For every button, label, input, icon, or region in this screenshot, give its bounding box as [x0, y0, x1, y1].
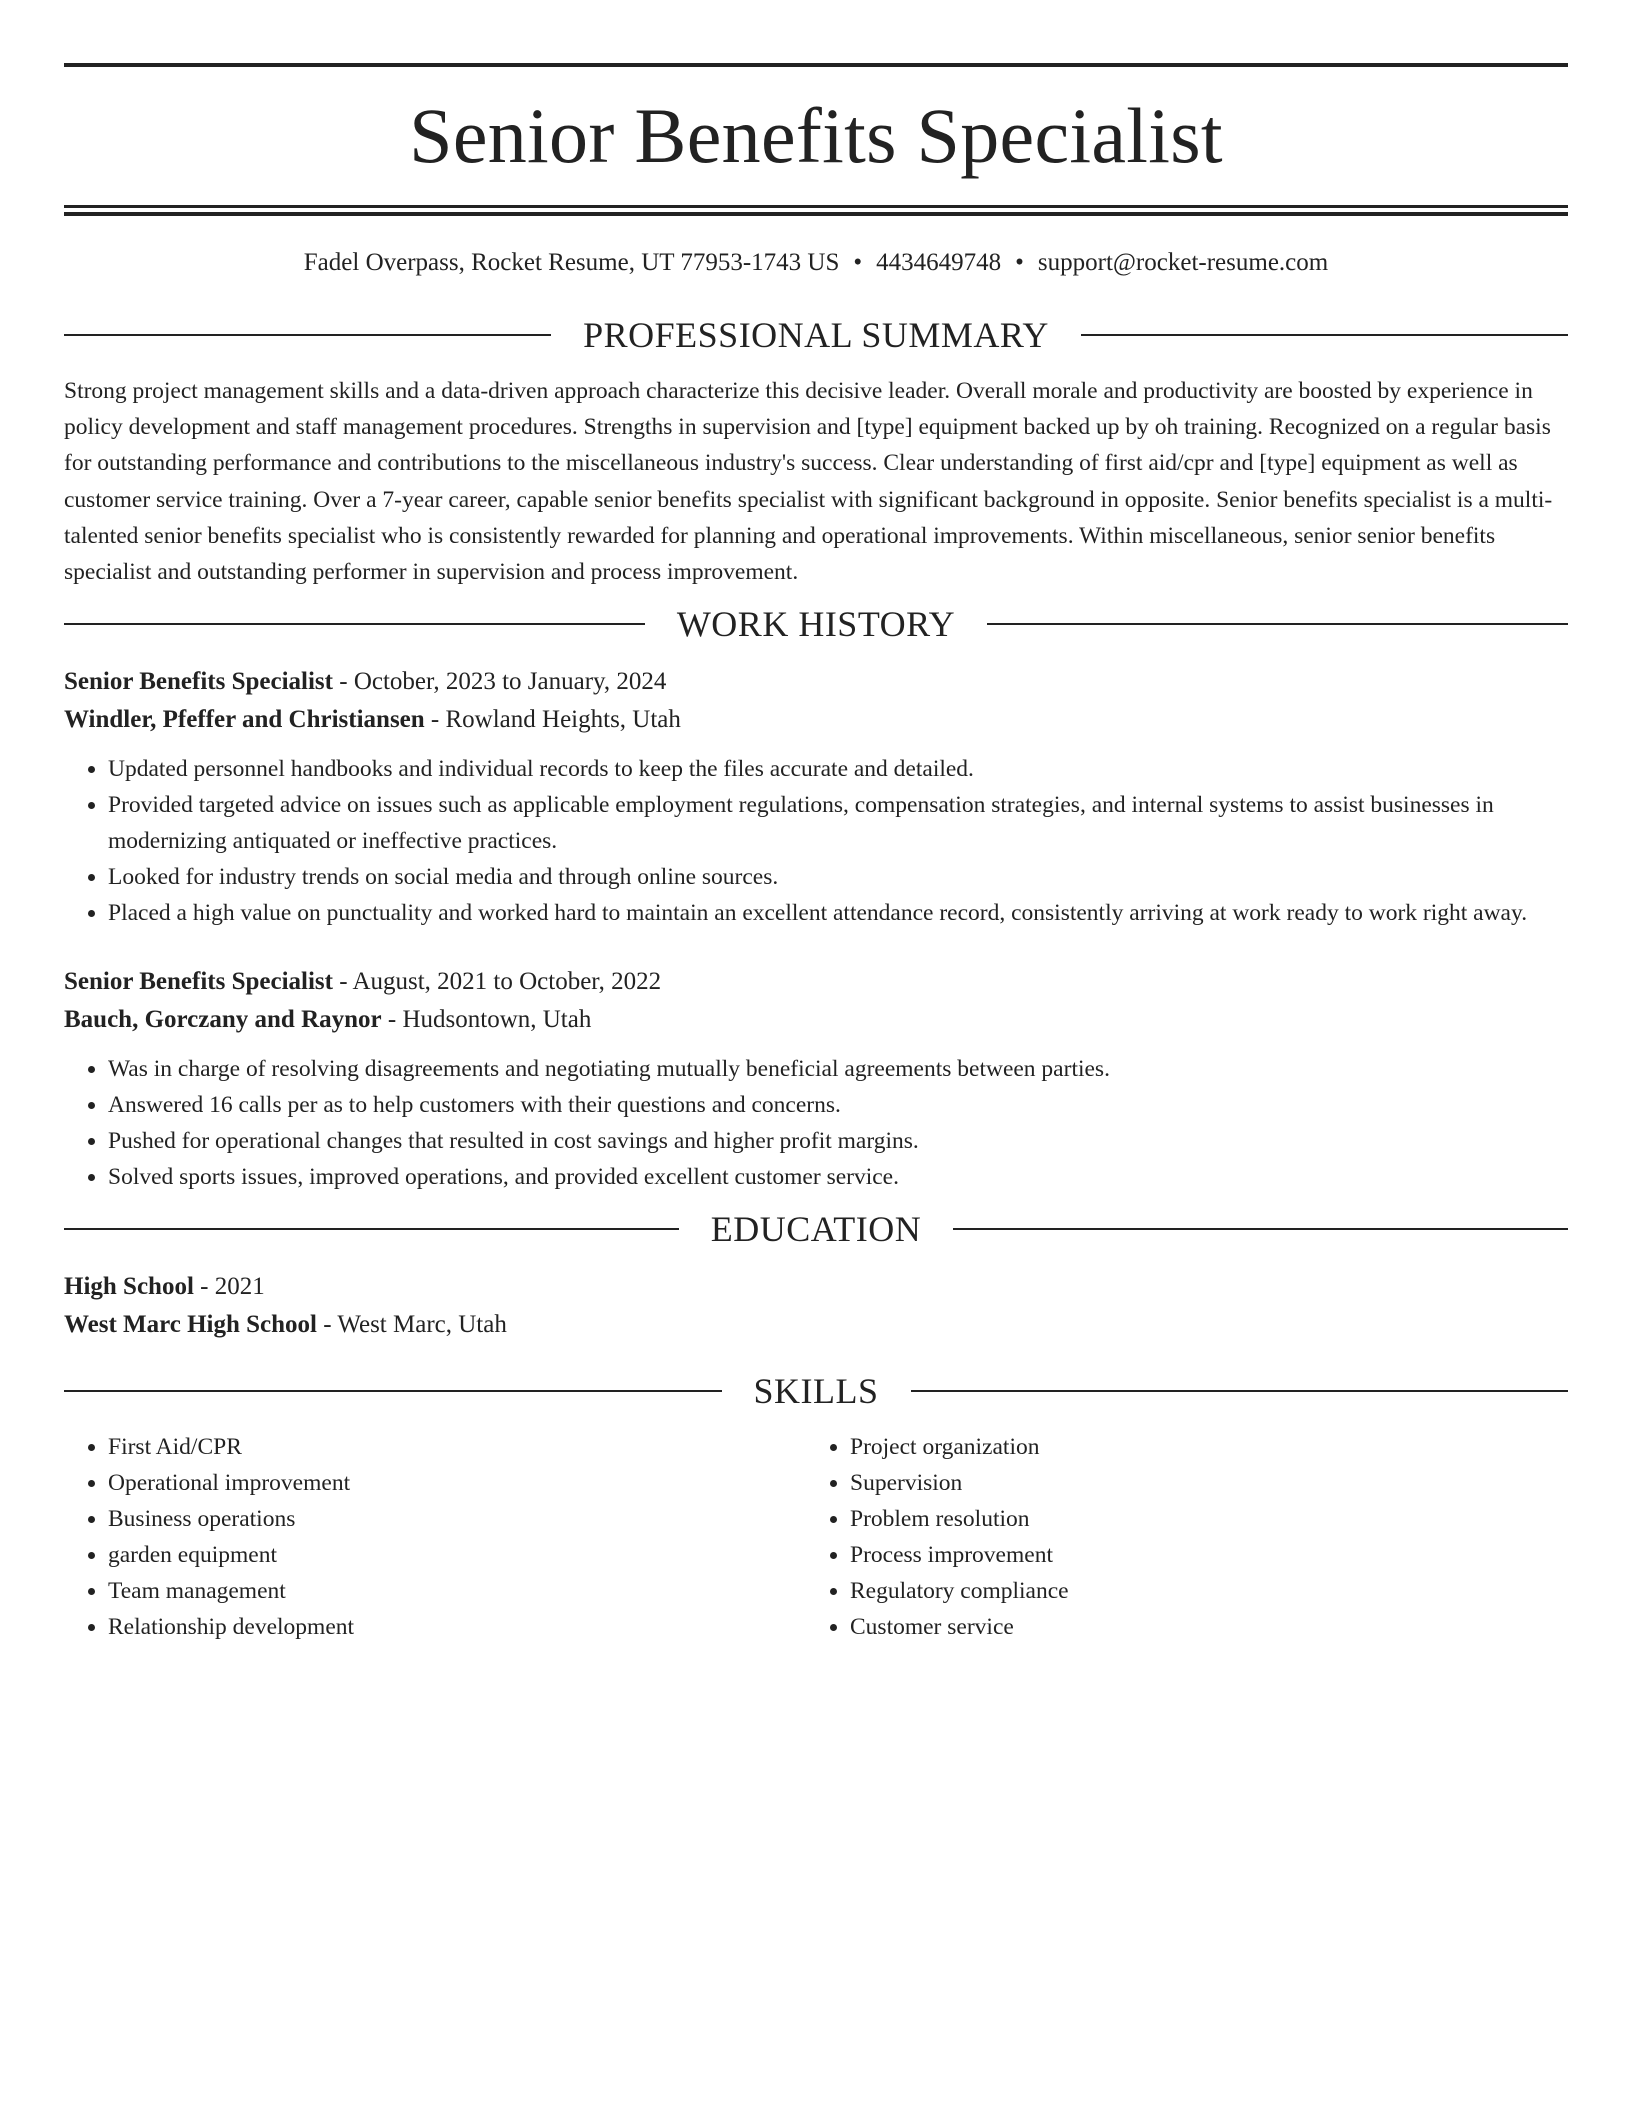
skill-item: • Project organization	[850, 1429, 1069, 1465]
contact-line	[64, 247, 1568, 279]
skills-left-column	[64, 1429, 806, 1645]
job-title: Senior Benefits Specialist	[64, 968, 333, 996]
education-entry	[64, 1268, 1568, 1344]
heading-rule	[64, 623, 645, 625]
skill-item: • Business operations	[108, 1501, 806, 1537]
job-entry	[64, 663, 1568, 931]
heading-rule	[64, 334, 551, 336]
dash: -	[424, 706, 446, 734]
heading-rule	[953, 1228, 1568, 1230]
job-company-line	[64, 1001, 1568, 1039]
job-company-line	[64, 701, 1568, 739]
skills-columns	[64, 1429, 1568, 1645]
job-company: Bauch, Gorczany and Raynor	[64, 1006, 382, 1034]
job-bullet: • Was in charge of resolving disagreements and negotiating mutually beneficial agreements between parties.	[108, 1051, 1568, 1087]
skill-item: • Relationship development	[108, 1609, 806, 1645]
summary-text: Strong project management skills and a data-driven approach characterize this decisive leader. Overall morale and productivity are boosted by experience in policy development and staff management procedures. Strengths in supervision and [type] equipment backed up by oh training. Recognized on a regular basis for outstanding performance and contributions to the miscellaneous industry's success. Clear understanding of first aid/cpr and [type] equipment as well as customer service training. Over a 7-year career, capable senior benefits specialist with significant background in opposite. Senior benefits specialist is a multi-talented senior benefits specialist who is consistently rewarded for planning and operational improvements. Within miscellaneous, senior senior benefits specialist and outstanding performer in supervision and process improvement.	[64, 378, 1553, 586]
job-bullets	[64, 751, 1568, 931]
job-bullet: • Solved sports issues, improved operations, and provided excellent customer service.	[108, 1159, 1568, 1195]
summary-heading-label: PROFESSIONAL SUMMARY	[583, 315, 1049, 355]
skill-item: • Process improvement	[850, 1537, 1069, 1573]
work-history-heading-label: WORK HISTORY	[676, 604, 956, 645]
skill-item: • garden equipment	[108, 1537, 806, 1573]
job-entry	[64, 963, 1568, 1195]
education-heading	[64, 1207, 1568, 1251]
heading-rule	[1081, 334, 1568, 336]
job-bullet: • Placed a high value on punctuality and worked hard to maintain an excellent attendance record, consistently arriving at work ready to work right away.	[108, 895, 1568, 931]
contact-separator: •	[1015, 249, 1024, 276]
top-rule	[64, 63, 1568, 67]
dash: -	[381, 1006, 403, 1034]
skills-heading-label: SKILLS	[753, 1371, 879, 1412]
job-location: Rowland Heights, Utah	[445, 706, 681, 734]
job-company: Windler, Pfeffer and Christiansen	[64, 706, 425, 734]
education-location: West Marc, Utah	[337, 1311, 507, 1339]
summary-heading	[64, 313, 1568, 357]
dash: -	[332, 668, 354, 696]
contact-email: support@rocket-resume.com	[1037, 249, 1329, 276]
contact-separator: •	[853, 249, 863, 276]
page-title: Senior Benefits Specialist	[409, 92, 1223, 179]
education-school: West Marc High School	[64, 1311, 318, 1339]
job-dates: October, 2023 to January, 2024	[353, 668, 667, 696]
job-location: Hudsontown, Utah	[402, 1006, 592, 1034]
education-degree: High School	[64, 1273, 194, 1301]
job-bullet: • Provided targeted advice on issues such as applicable employment regulations, compensation strategies, and internal systems to assist businesses in modernizing antiquated or ineffective practices.	[108, 787, 1568, 859]
skill-item: • Supervision	[850, 1465, 1069, 1501]
heading-rule	[987, 623, 1568, 625]
job-bullets	[64, 1051, 1568, 1195]
contact-address: Fadel Overpass, Rocket Resume, UT 77953-1743 US	[303, 249, 840, 276]
job-bullet: • Updated personnel handbooks and individual records to keep the files accurate and detailed.	[108, 751, 1568, 787]
education-degree-line	[64, 1268, 1568, 1306]
education-heading-label: EDUCATION	[710, 1209, 922, 1250]
skill-item: • Customer service	[850, 1609, 1069, 1645]
job-title-line	[64, 963, 1568, 1001]
skills-heading	[64, 1369, 1568, 1413]
education-school-line	[64, 1306, 1568, 1344]
job-dates: August, 2021 to October, 2022	[352, 968, 662, 996]
dash: -	[332, 968, 353, 996]
skill-item: • First Aid/CPR	[108, 1429, 806, 1465]
dash: -	[193, 1273, 215, 1301]
heading-rule	[64, 1228, 679, 1230]
heading-rule	[64, 1390, 722, 1392]
contact-phone: 4434649748	[876, 249, 1002, 276]
job-bullet: • Looked for industry trends on social media and through online sources.	[108, 859, 1568, 895]
skill-item: • Operational improvement	[108, 1465, 806, 1501]
heading-rule	[911, 1390, 1569, 1392]
skill-item: • Problem resolution	[850, 1501, 1069, 1537]
dash: -	[317, 1311, 338, 1339]
title-double-rule	[64, 205, 1568, 216]
education-year: 2021	[214, 1273, 265, 1301]
skills-right-column	[806, 1429, 1069, 1645]
job-title: Senior Benefits Specialist	[64, 668, 333, 696]
job-bullet: • Answered 16 calls per as to help customers with their questions and concerns.	[108, 1087, 1568, 1123]
work-history-heading	[64, 602, 1568, 646]
job-title-line	[64, 663, 1568, 701]
job-bullet: • Pushed for operational changes that resulted in cost savings and higher profit margins.	[108, 1123, 1568, 1159]
skill-item: • Regulatory compliance	[850, 1573, 1069, 1609]
skill-item: • Team management	[108, 1573, 806, 1609]
